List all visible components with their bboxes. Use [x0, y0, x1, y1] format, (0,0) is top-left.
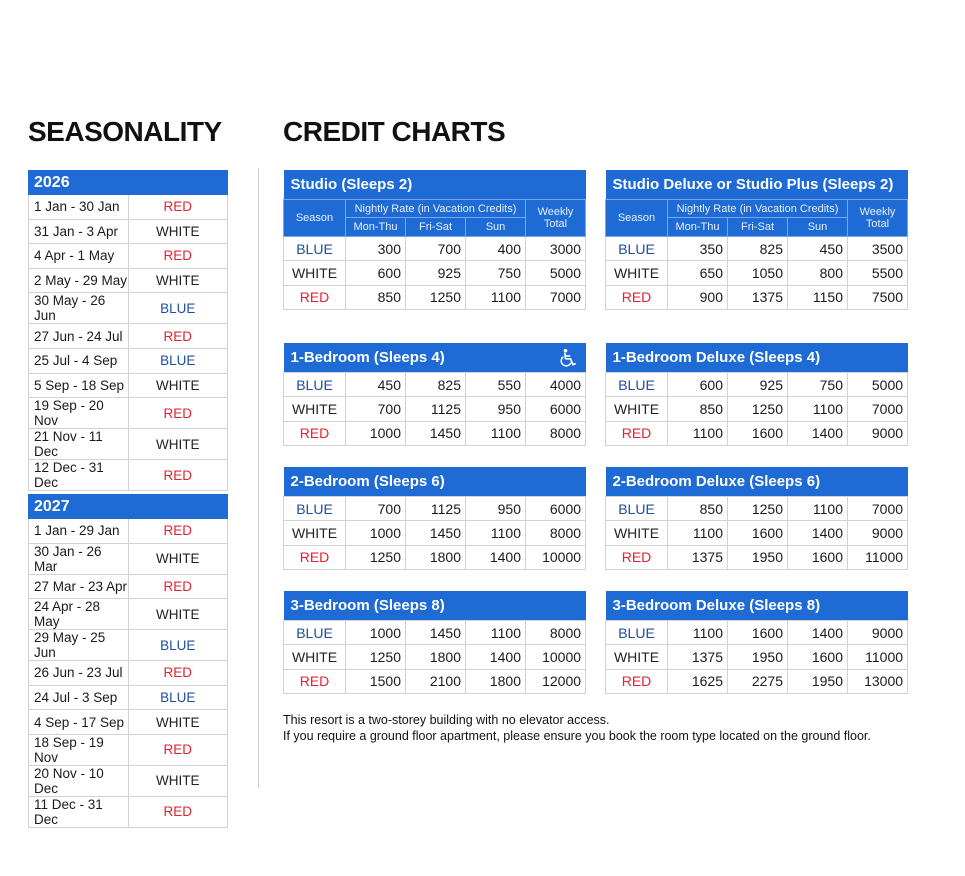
rate-mon-thu: 850: [668, 397, 728, 421]
rate-season: WHITE: [606, 521, 668, 545]
header-sun: Sun: [788, 218, 848, 237]
rate-season: RED: [606, 669, 668, 693]
season-name: BLUE: [128, 348, 228, 373]
season-row: [29, 460, 228, 491]
rate-mon-thu: 1000: [346, 421, 406, 445]
season-dates: 12 Dec - 31 Dec: [29, 460, 129, 491]
seasonality-heading: SEASONALITY: [28, 116, 222, 147]
season-dates: 21 Nov - 11 Dec: [29, 429, 129, 460]
rate-fri-sat: 1600: [728, 521, 788, 545]
rate-season: BLUE: [606, 621, 668, 645]
rate-season: BLUE: [284, 373, 346, 397]
season-dates: 25 Jul - 4 Sep: [29, 348, 129, 373]
season-row: [29, 195, 228, 220]
chart-title: [606, 591, 908, 621]
season-name: BLUE: [128, 685, 228, 710]
rate-mon-thu: 700: [346, 497, 406, 521]
season-name: RED: [128, 796, 228, 827]
rate-fri-sat: 1050: [728, 261, 788, 285]
rate-sun: 800: [788, 261, 848, 285]
rate-fri-sat: 825: [406, 373, 466, 397]
rate-sun: 750: [466, 261, 526, 285]
season-name: RED: [128, 398, 228, 429]
season-name: RED: [128, 195, 228, 220]
chart-title-text: 1-Bedroom (Sleeps 4): [290, 349, 445, 366]
rate-weekly: 5000: [526, 261, 586, 285]
rate-weekly: 11000: [848, 545, 908, 569]
rate-row: [606, 669, 908, 693]
season-name: WHITE: [128, 765, 228, 796]
season-table-2026: [28, 170, 228, 491]
credit-chart-table: [605, 591, 908, 694]
rate-season: BLUE: [284, 621, 346, 645]
rate-weekly: 7000: [526, 285, 586, 309]
season-dates: 19 Sep - 20 Nov: [29, 398, 129, 429]
rate-mon-thu: 1375: [668, 545, 728, 569]
accessibility-note: [283, 712, 883, 744]
rate-season: BLUE: [284, 497, 346, 521]
season-row: [29, 796, 228, 827]
rate-sun: 950: [466, 397, 526, 421]
rate-weekly: 12000: [526, 669, 586, 693]
season-row: [29, 765, 228, 796]
rate-weekly: 4000: [526, 373, 586, 397]
rate-weekly: 5500: [848, 261, 908, 285]
rate-sun: 1100: [466, 285, 526, 309]
season-year: 2027: [29, 495, 228, 519]
season-dates: 11 Dec - 31 Dec: [29, 796, 129, 827]
credit-chart-table: [605, 343, 908, 446]
rate-weekly: 7000: [848, 497, 908, 521]
rate-fri-sat: 2275: [728, 669, 788, 693]
chart-title: [284, 170, 586, 200]
rate-row: [606, 397, 908, 421]
season-row: [29, 219, 228, 244]
rate-row: [284, 421, 586, 445]
rate-row: [606, 497, 908, 521]
rate-sun: 400: [466, 237, 526, 261]
rate-sun: 1100: [788, 397, 848, 421]
rate-row: [606, 373, 908, 397]
season-row: [29, 324, 228, 349]
rate-weekly: 10000: [526, 545, 586, 569]
rate-sun: 1950: [788, 669, 848, 693]
rate-mon-thu: 300: [346, 237, 406, 261]
season-row: [29, 685, 228, 710]
rate-fri-sat: 1125: [406, 397, 466, 421]
season-row: [29, 244, 228, 269]
rate-row: [284, 497, 586, 521]
rate-sun: 1400: [788, 421, 848, 445]
rate-season: RED: [284, 545, 346, 569]
chart-title-text: 3-Bedroom Deluxe (Sleeps 8): [612, 597, 821, 614]
rate-mon-thu: 1100: [668, 421, 728, 445]
chart-title: [284, 591, 586, 621]
rate-fri-sat: 1375: [728, 285, 788, 309]
rate-fri-sat: 1250: [406, 285, 466, 309]
season-dates: 1 Jan - 29 Jan: [29, 519, 129, 544]
season-name: WHITE: [128, 543, 228, 574]
wheelchair-icon: [558, 348, 578, 368]
season-year: 2026: [29, 171, 228, 195]
season-name: RED: [128, 460, 228, 491]
rate-row: [606, 521, 908, 545]
rate-row: [606, 421, 908, 445]
season-row: [29, 519, 228, 544]
rate-row: [606, 237, 908, 261]
header-sun: Sun: [466, 218, 526, 237]
rate-weekly: 8000: [526, 521, 586, 545]
header-season: Season: [284, 200, 346, 237]
rate-sun: 550: [466, 373, 526, 397]
rate-fri-sat: 925: [728, 373, 788, 397]
header-mon-thu: Mon-Thu: [668, 218, 728, 237]
season-row: [29, 268, 228, 293]
chart-title: [606, 343, 908, 373]
rate-row: [606, 285, 908, 309]
rate-season: RED: [284, 285, 346, 309]
rate-mon-thu: 1250: [346, 545, 406, 569]
rate-row: [606, 545, 908, 569]
rate-row: [606, 645, 908, 669]
rate-fri-sat: 1250: [728, 497, 788, 521]
chart-title-text: 3-Bedroom (Sleeps 8): [290, 597, 445, 614]
season-name: RED: [128, 734, 228, 765]
rate-season: WHITE: [606, 645, 668, 669]
season-dates: 18 Sep - 19 Nov: [29, 734, 129, 765]
season-name: WHITE: [128, 599, 228, 630]
rate-season: RED: [284, 421, 346, 445]
rate-weekly: 8000: [526, 621, 586, 645]
season-row: [29, 574, 228, 599]
season-row: [29, 293, 228, 324]
rate-mon-thu: 450: [346, 373, 406, 397]
rate-sun: 950: [466, 497, 526, 521]
season-dates: 4 Apr - 1 May: [29, 244, 129, 269]
header-nightly-rate: Nightly Rate (in Vacation Credits): [668, 200, 848, 218]
rate-weekly: 9000: [848, 621, 908, 645]
season-name: BLUE: [128, 293, 228, 324]
rate-weekly: 3000: [526, 237, 586, 261]
rate-mon-thu: 900: [668, 285, 728, 309]
rate-fri-sat: 825: [728, 237, 788, 261]
chart-title: [284, 467, 586, 497]
rate-row: [284, 621, 586, 645]
rate-row: [284, 261, 586, 285]
season-name: WHITE: [128, 710, 228, 735]
rate-season: RED: [284, 669, 346, 693]
credit-charts-heading: CREDIT CHARTS: [283, 116, 506, 147]
chart-title: [606, 467, 908, 497]
rate-row: [284, 373, 586, 397]
season-name: WHITE: [128, 268, 228, 293]
rate-fri-sat: 925: [406, 261, 466, 285]
rate-sun: 1400: [466, 645, 526, 669]
rate-mon-thu: 850: [346, 285, 406, 309]
season-dates: 20 Nov - 10 Dec: [29, 765, 129, 796]
rate-weekly: 9000: [848, 521, 908, 545]
season-dates: 30 May - 26 Jun: [29, 293, 129, 324]
rate-sun: 1800: [466, 669, 526, 693]
season-row: [29, 429, 228, 460]
rate-fri-sat: 1250: [728, 397, 788, 421]
header-mon-thu: Mon-Thu: [346, 218, 406, 237]
credit-chart-table: [283, 343, 586, 446]
season-row: [29, 348, 228, 373]
rate-season: BLUE: [606, 237, 668, 261]
season-row: [29, 373, 228, 398]
rate-season: WHITE: [284, 645, 346, 669]
rate-sun: 1400: [788, 621, 848, 645]
season-dates: 24 Apr - 28 May: [29, 599, 129, 630]
rate-fri-sat: 1950: [728, 545, 788, 569]
season-row: [29, 543, 228, 574]
rate-weekly: 3500: [848, 237, 908, 261]
season-dates: 29 May - 25 Jun: [29, 630, 129, 661]
rate-weekly: 5000: [848, 373, 908, 397]
header-fri-sat: Fri-Sat: [406, 218, 466, 237]
season-name: WHITE: [128, 429, 228, 460]
rate-weekly: 6000: [526, 497, 586, 521]
rate-fri-sat: 1950: [728, 645, 788, 669]
rate-sun: 1100: [466, 621, 526, 645]
rate-season: WHITE: [284, 397, 346, 421]
rate-fri-sat: 1125: [406, 497, 466, 521]
rate-season: BLUE: [284, 237, 346, 261]
rate-season: WHITE: [284, 521, 346, 545]
rate-row: [284, 669, 586, 693]
rate-season: RED: [606, 285, 668, 309]
rate-fri-sat: 1800: [406, 645, 466, 669]
season-name: RED: [128, 244, 228, 269]
rate-mon-thu: 350: [668, 237, 728, 261]
rate-fri-sat: 1800: [406, 545, 466, 569]
header-fri-sat: Fri-Sat: [728, 218, 788, 237]
season-name: WHITE: [128, 373, 228, 398]
season-dates: 31 Jan - 3 Apr: [29, 219, 129, 244]
rate-mon-thu: 850: [668, 497, 728, 521]
season-dates: 1 Jan - 30 Jan: [29, 195, 129, 220]
chart-title-text: 2-Bedroom Deluxe (Sleeps 6): [612, 473, 821, 490]
chart-title: [284, 343, 586, 373]
rate-fri-sat: 1450: [406, 521, 466, 545]
header-weekly-total: Weekly Total: [526, 200, 586, 237]
chart-title-text: Studio (Sleeps 2): [290, 176, 413, 193]
credit-chart-table: [283, 467, 586, 570]
chart-title-text: 1-Bedroom Deluxe (Sleeps 4): [612, 349, 821, 366]
chart-title: [606, 170, 908, 200]
chart-title-text: Studio Deluxe or Studio Plus (Sleeps 2): [612, 176, 894, 193]
rate-sun: 1150: [788, 285, 848, 309]
rate-row: [284, 645, 586, 669]
rate-row: [606, 621, 908, 645]
rate-mon-thu: 1100: [668, 521, 728, 545]
season-dates: 24 Jul - 3 Sep: [29, 685, 129, 710]
season-row: [29, 398, 228, 429]
season-dates: 26 Jun - 23 Jul: [29, 661, 129, 686]
rate-mon-thu: 1000: [346, 521, 406, 545]
credit-chart-table: [605, 467, 908, 570]
season-name: BLUE: [128, 630, 228, 661]
season-dates: 27 Jun - 24 Jul: [29, 324, 129, 349]
rate-sun: 1600: [788, 545, 848, 569]
rate-weekly: 9000: [848, 421, 908, 445]
rate-mon-thu: 1000: [346, 621, 406, 645]
rate-row: [284, 285, 586, 309]
rate-fri-sat: 1450: [406, 621, 466, 645]
rate-row: [284, 521, 586, 545]
season-dates: 30 Jan - 26 Mar: [29, 543, 129, 574]
rate-fri-sat: 1450: [406, 421, 466, 445]
rate-mon-thu: 650: [668, 261, 728, 285]
rate-weekly: 6000: [526, 397, 586, 421]
rate-fri-sat: 1600: [728, 621, 788, 645]
season-dates: 5 Sep - 18 Sep: [29, 373, 129, 398]
rate-season: BLUE: [606, 497, 668, 521]
header-weekly-total: Weekly Total: [848, 200, 908, 237]
rate-weekly: 7000: [848, 397, 908, 421]
rate-row: [284, 397, 586, 421]
chart-title-text: 2-Bedroom (Sleeps 6): [290, 473, 445, 490]
credit-chart-table: [283, 591, 586, 694]
rate-sun: 1100: [788, 497, 848, 521]
season-name: RED: [128, 324, 228, 349]
rate-mon-thu: 1250: [346, 645, 406, 669]
season-name: RED: [128, 519, 228, 544]
season-row: [29, 710, 228, 735]
rate-sun: 450: [788, 237, 848, 261]
rate-mon-thu: 600: [668, 373, 728, 397]
rate-sun: 1100: [466, 521, 526, 545]
rate-season: WHITE: [284, 261, 346, 285]
rate-mon-thu: 600: [346, 261, 406, 285]
rate-mon-thu: 1100: [668, 621, 728, 645]
season-row: [29, 630, 228, 661]
rate-season: RED: [606, 545, 668, 569]
note-line-2: If you require a ground floor apartment, please ensure you book the room type located on the ground floor.: [283, 729, 871, 743]
rate-fri-sat: 700: [406, 237, 466, 261]
rate-weekly: 11000: [848, 645, 908, 669]
rate-sun: 1100: [466, 421, 526, 445]
rate-season: BLUE: [606, 373, 668, 397]
season-name: RED: [128, 661, 228, 686]
rate-weekly: 13000: [848, 669, 908, 693]
rate-mon-thu: 1625: [668, 669, 728, 693]
season-dates: 2 May - 29 May: [29, 268, 129, 293]
season-row: [29, 661, 228, 686]
rate-weekly: 7500: [848, 285, 908, 309]
column-divider: [258, 168, 259, 788]
rate-weekly: 8000: [526, 421, 586, 445]
rate-season: RED: [606, 421, 668, 445]
season-dates: 27 Mar - 23 Apr: [29, 574, 129, 599]
rate-row: [606, 261, 908, 285]
rate-sun: 1400: [466, 545, 526, 569]
rate-row: [284, 545, 586, 569]
rate-sun: 750: [788, 373, 848, 397]
rate-mon-thu: 700: [346, 397, 406, 421]
season-name: RED: [128, 574, 228, 599]
credit-chart-table: [605, 170, 908, 310]
season-table-2027: [28, 494, 228, 828]
season-row: [29, 599, 228, 630]
rate-season: WHITE: [606, 261, 668, 285]
credit-chart-table: [283, 170, 586, 310]
rate-weekly: 10000: [526, 645, 586, 669]
note-line-1: This resort is a two-storey building with no elevator access.: [283, 713, 610, 727]
rate-sun: 1400: [788, 521, 848, 545]
season-dates: 4 Sep - 17 Sep: [29, 710, 129, 735]
rate-row: [284, 237, 586, 261]
rate-sun: 1600: [788, 645, 848, 669]
rate-fri-sat: 2100: [406, 669, 466, 693]
season-name: WHITE: [128, 219, 228, 244]
header-nightly-rate: Nightly Rate (in Vacation Credits): [346, 200, 526, 218]
rate-season: WHITE: [606, 397, 668, 421]
rate-fri-sat: 1600: [728, 421, 788, 445]
header-season: Season: [606, 200, 668, 237]
season-row: [29, 734, 228, 765]
rate-mon-thu: 1375: [668, 645, 728, 669]
rate-mon-thu: 1500: [346, 669, 406, 693]
